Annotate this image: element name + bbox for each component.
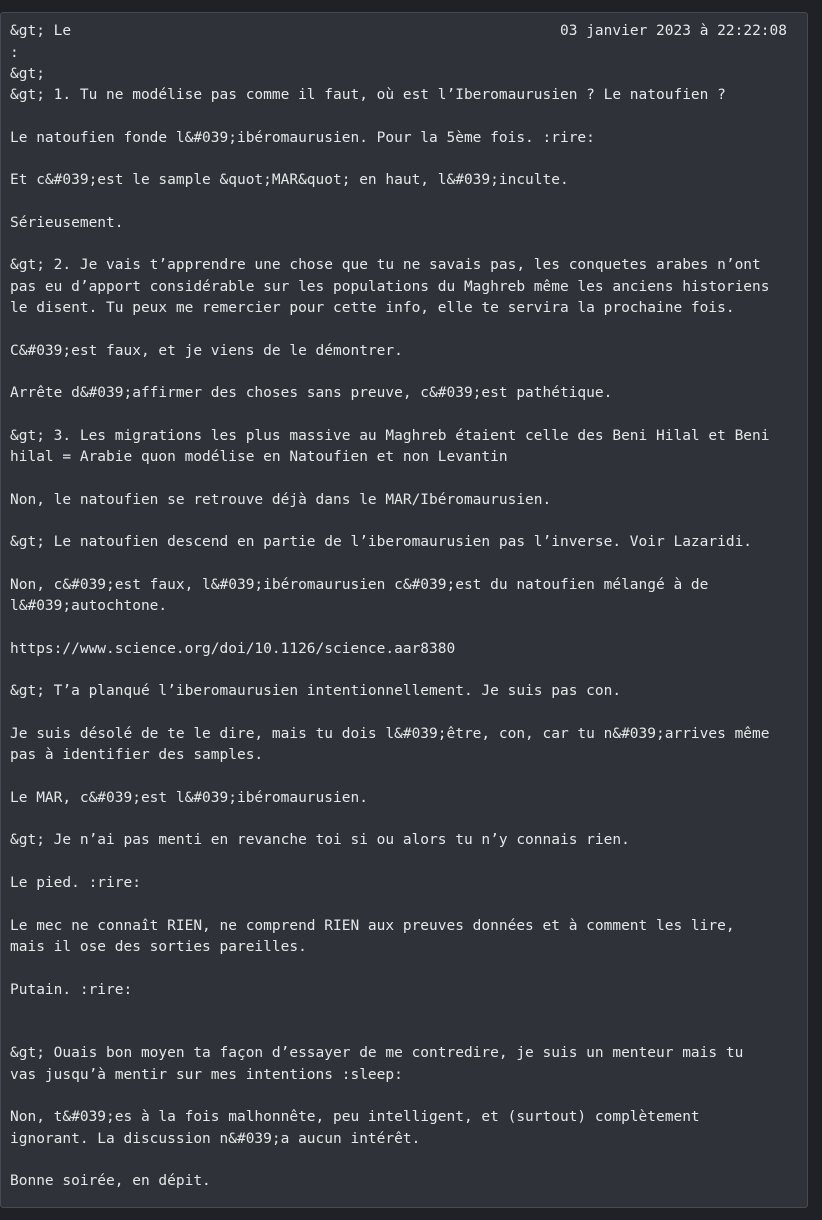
message-timestamp: 03 janvier 2023 à 22:22:08	[560, 23, 787, 39]
message-panel	[0, 12, 808, 1208]
message-line: &gt; Je n’ai pas menti en revanche toi si ou alors tu n’y connais rien.	[10, 832, 630, 849]
message-line: Le natoufien fonde l&#039;ibéromaurusien. Pour la 5ème fois. :rire:	[10, 129, 595, 146]
message-line: Et c&#039;est le sample &quot;MAR&quot; en haut, l&#039;inculte.	[10, 172, 569, 189]
message-line: Non, le natoufien se retrouve déjà dans le MAR/Ibéromaurusien.	[10, 491, 552, 508]
message-line	[10, 618, 802, 639]
message-line: Le MAR, c&#039;est l&#039;ibéromaurusien.	[10, 789, 368, 806]
message-line: Arrête d&#039;affirmer des choses sans preuve, c&#039;est pathétique.	[10, 385, 613, 402]
message-line: &gt; Le natoufien descend en partie de l’iberomaurusien pas l’inverse. Voir Lazaridi.	[10, 534, 753, 551]
message-line: Non, c&#039;est faux, l&#039;ibéromaurusien c&#039;est du natoufien mélangé à de	[10, 576, 709, 593]
message-line: vas jusqu’à mentir sur mes intentions :sleep:	[10, 1066, 403, 1083]
message-line	[10, 852, 802, 873]
message-line: &gt; 2. Je vais t’apprendre une chose que tu ne savais pas, les conquetes arabes n’ont	[10, 257, 761, 274]
message-line: le disent. Tu peux me remercier pour cette info, elle te servira la prochaine fois.	[10, 300, 735, 317]
message-line: C&#039;est faux, et je viens de le démontrer.	[10, 342, 403, 359]
message-line: Sérieusement.	[10, 214, 124, 231]
message-line: Le mec ne connaît RIEN, ne comprend RIEN aux preuves données et à comment les lire,	[10, 917, 735, 934]
message-line	[10, 405, 802, 426]
message-line	[10, 192, 802, 213]
message-body	[10, 43, 802, 1193]
message-header	[10, 21, 787, 43]
message-line: Le pied. :rire:	[10, 875, 141, 892]
message-line	[10, 958, 802, 979]
message-line	[10, 511, 802, 532]
message-line: pas à identifier des samples.	[10, 747, 264, 764]
message-line	[10, 468, 802, 489]
message-line: :	[10, 44, 19, 61]
message-line: ignorant. La discussion n&#039;a aucun intérêt.	[10, 1130, 421, 1147]
message-line	[10, 809, 802, 830]
message-line	[10, 554, 802, 575]
message-line: hilal = Arabie quon modélise en Natoufien et non Levantin	[10, 449, 508, 466]
message-line: https://www.science.org/doi/10.1126/science.aar8380	[10, 640, 456, 657]
message-line: Non, t&#039;es à la fois malhonnête, peu intelligent, et (surtout) complètement	[10, 1109, 700, 1126]
message-line: Putain. :rire:	[10, 981, 133, 998]
quote-author-line: &gt; Le	[10, 23, 72, 39]
message-line: mais il ose des sorties pareilles.	[10, 938, 307, 955]
message-line	[10, 319, 802, 340]
message-line: &gt; T’a planqué l’iberomaurusien intentionnellement. Je suis pas con.	[10, 683, 622, 700]
message-line	[10, 894, 802, 915]
message-line	[10, 1086, 802, 1107]
message-line: &gt; Ouais bon moyen ta façon d’essayer de me contredire, je suis un menteur mais tu	[10, 1045, 744, 1062]
message-line: &gt;	[10, 65, 45, 82]
message-line	[10, 362, 802, 383]
message-line	[10, 1001, 802, 1022]
message-line	[10, 703, 802, 724]
message-line: l&#039;autochtone.	[10, 598, 168, 615]
message-line	[10, 149, 802, 170]
message-line	[10, 234, 802, 255]
message-line	[10, 767, 802, 788]
message-line	[10, 1150, 802, 1171]
message-line: pas eu d’apport considérable sur les populations du Maghreb même les anciens historiens	[10, 278, 770, 295]
message-line: &gt; 3. Les migrations les plus massive au Maghreb étaient celle des Beni Hilal et Beni	[10, 427, 770, 444]
message-line	[10, 106, 802, 127]
message-line	[10, 660, 802, 681]
message-line: Je suis désolé de te le dire, mais tu dois l&#039;être, con, car tu n&#039;arrives même	[10, 726, 770, 742]
message-line: Bonne soirée, en dépit.	[10, 1173, 211, 1190]
message-line	[10, 1022, 802, 1043]
message-line: &gt; 1. Tu ne modélise pas comme il faut, où est l’Iberomaurusien ? Le natoufien ?	[10, 87, 726, 104]
